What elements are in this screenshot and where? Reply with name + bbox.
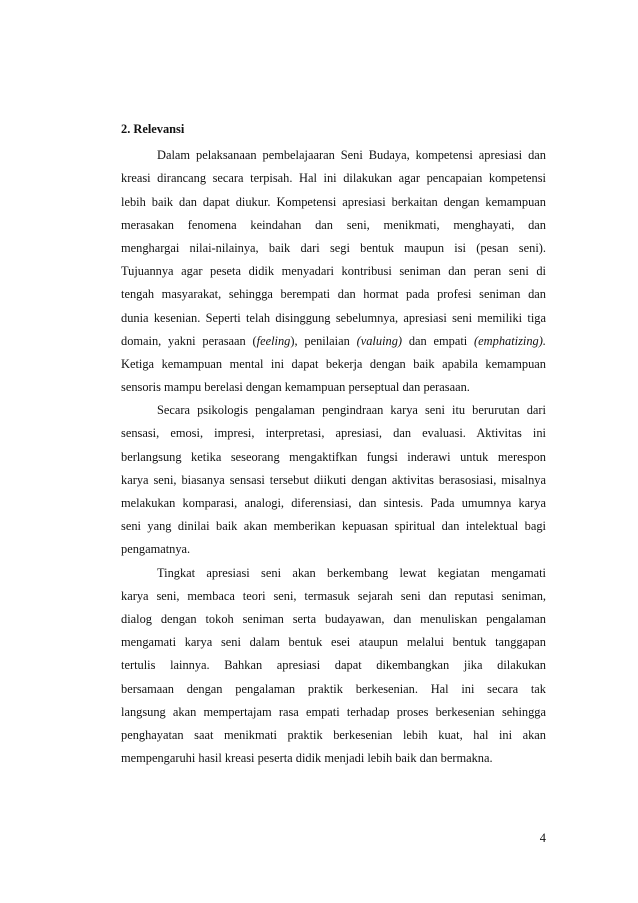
text-fragment: domain, yakni perasaan ( [121, 333, 257, 348]
page-number: 4 [539, 831, 546, 845]
text-line: menghargai nilai-nilainya, baik dari segi bentuk maupun isi (pesan seni). [121, 240, 546, 255]
text-line: merasakan fenomena keindahan dan seni, menikmati, menghayati, dan [121, 217, 546, 232]
text-line: Secara psikologis pengalaman pengindraan karya seni itu berurutan dari [157, 403, 546, 418]
text-line: seni yang dinilai baik akan memberikan kepuasan spiritual dan intelektual bagi [121, 519, 546, 534]
italic-term-valuing: (valuing) [356, 333, 403, 348]
text-line: berlangsung ketika seseorang mengaktifkan fungsi inderawi untuk merespon [121, 449, 546, 464]
text-line: mempengaruhi hasil kreasi peserta didik menjadi lebih baik dan bermakna. [121, 751, 493, 766]
text-line: pengamatnya. [121, 542, 191, 557]
text-line: karya seni, membaca teori seni, termasuk sejarah seni dan reputasi seniman, [121, 588, 546, 603]
paragraph-3 [121, 562, 546, 771]
text-line: bersamaan dengan pengalaman praktik berkesenian. Hal ini secara tak [121, 681, 546, 696]
text-line: Ketiga kemampuan mental ini dapat bekerja dengan baik apabila kemampuan [121, 356, 546, 371]
section-heading: 2. Relevansi [121, 122, 185, 136]
text-line: tertulis lainnya. Bahkan apresiasi dapat dikembangkan jika dilakukan [121, 658, 546, 673]
text-line: kreasi dirancang secara terpisah. Hal ini dilakukan agar pencapaian kompetensi [121, 171, 546, 186]
text-line: penghayatan saat menikmati praktik berkesenian lebih kuat, hal ini akan [121, 727, 546, 742]
text-line: dunia kesenian. Seperti telah disinggung sebelumnya, apresiasi seni memiliki tiga [121, 310, 546, 325]
text-line: tengah masyarakat, sehingga berempati dan hormat pada profesi seniman dan [121, 287, 546, 302]
text-line: Dalam pelaksanaan pembelajaaran Seni Budaya, kompetensi apresiasi dan [157, 148, 546, 163]
text-line: dialog dengan tokoh seniman serta budayawan, dan menuliskan pengalaman [121, 611, 546, 626]
paragraph-2 [121, 399, 546, 561]
text-fragment: dan empati [402, 333, 475, 348]
text-line: melakukan komparasi, analogi, diferensiasi, dan sintesis. Pada umumnya karya [121, 496, 546, 510]
text-line: lebih baik dan dapat diukur. Kompetensi apresiasi berkaitan dengan kemampuan [121, 194, 546, 209]
text-line: sensoris mampu berelasi dengan kemampuan perseptual dan perasaan. [121, 380, 470, 395]
paragraph-1 [121, 144, 546, 399]
text-line: langsung akan mempertajam rasa empati terhadap proses berkesenian sehingga [121, 704, 546, 719]
text-line-domain [121, 330, 546, 353]
text-fragment: ), penilaian [290, 333, 357, 348]
text-line: karya seni, biasanya sensasi tersebut diikuti dengan aktivitas berasosiasi, misalnya [121, 472, 546, 487]
text-line: Tingkat apresiasi seni akan berkembang lewat kegiatan mengamati [157, 565, 546, 580]
text-line: mengamati karya seni dalam bentuk esei ataupun melalui bentuk tanggapan [121, 635, 546, 650]
italic-term-feeling: feeling [256, 333, 291, 348]
text-line: Tujuannya agar peseta didik menyadari kontribusi seniman dan peran seni di [121, 264, 546, 279]
text-line: sensasi, emosi, impresi, interpretasi, apresiasi, dan evaluasi. Aktivitas ini [121, 426, 546, 441]
italic-term-emphatizing: (emphatizing). [474, 333, 546, 348]
page-content [121, 121, 546, 770]
